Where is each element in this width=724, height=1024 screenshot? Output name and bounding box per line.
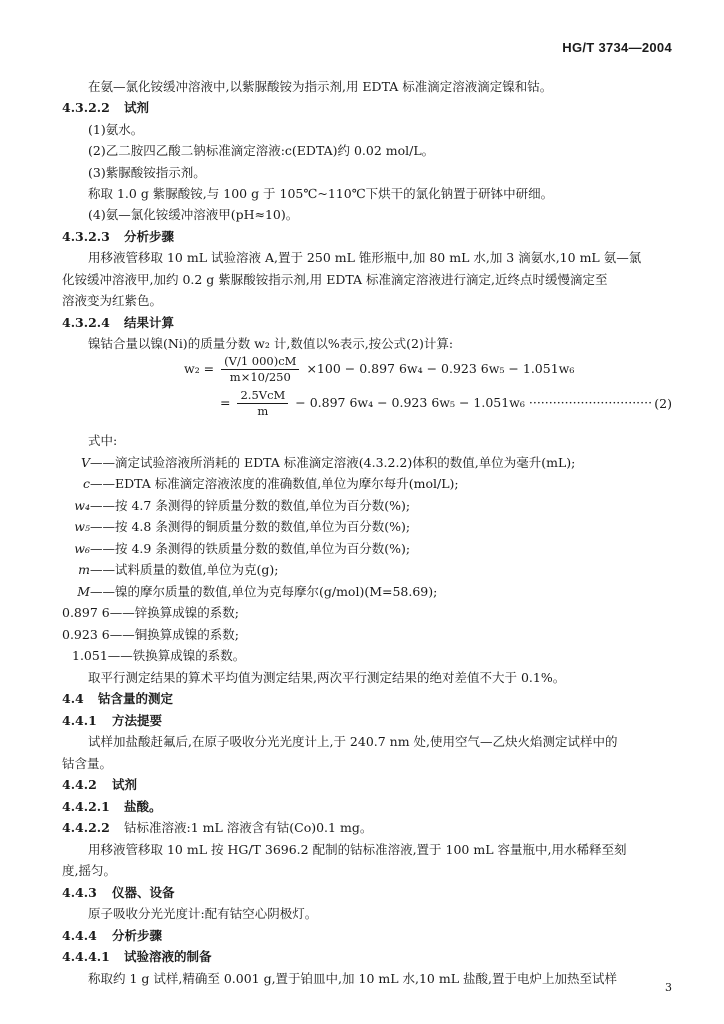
body-line: 取平行测定结果的算术平均值为测定结果,两次平行测定结果的绝对差值不大于 0.1%。: [88, 670, 566, 685]
section-heading: 4.4.2 试剂: [62, 777, 138, 792]
section-heading: 4.4.2.2 钴标准溶液:1 mL 溶液含有钴(Co)0.1 mg。: [62, 820, 373, 835]
list-item: (1)氨水。: [88, 122, 144, 137]
definition-row: w₅——按 4.8 条测得的铜质量分数的数值,单位为百分数(%);: [74, 519, 411, 534]
body-line: 在氨—氯化铵缓冲溶液中,以紫脲酸铵为指示剂,用 EDTA 标准滴定溶液滴定镍和钴。: [88, 79, 553, 94]
definition-row: 0.923 6——铜换算成镍的系数;: [62, 627, 239, 642]
body-line: 镍钴合量以镍(Ni)的质量分数 w₂ 计,数值以%表示,按公式(2)计算:: [88, 336, 454, 351]
section-heading: 4.4.1 方法提要: [62, 713, 163, 728]
body-line: 度,摇匀。: [62, 863, 116, 878]
definition-row: m——试料质量的数值,单位为克(g);: [78, 562, 279, 577]
formula-fraction: $\frac{(V/1 000)cM}{m\times 10/250}$: [221, 354, 299, 385]
body-line: 用移液管移取 10 mL 试验溶液 A,置于 250 mL 锥形瓶中,加 80 mL 水,加 3 滴氨水,10 mL 氨—氯: [88, 250, 642, 265]
definition-row: w₆——按 4.9 条测得的铁质量分数的数值,单位为百分数(%);: [74, 541, 411, 556]
where-label: 式中:: [88, 433, 118, 448]
section-heading: 4.3.2.2 试剂: [62, 100, 150, 115]
equation-number: (2): [654, 396, 672, 411]
standard-code-header: HG/T 3734—2004: [562, 40, 672, 55]
body-line: 溶液变为红紫色。: [62, 293, 163, 308]
section-heading: 4.4.2.1 盐酸。: [62, 799, 162, 814]
body-line: 试样加盐酸赶氟后,在原子吸收分光光度计上,于 240.7 nm 处,使用空气—乙炔火焰测定试样中的: [88, 734, 618, 749]
section-heading: 4.4 钴含量的测定: [62, 691, 174, 706]
section-heading: 4.4.3 仪器、设备: [62, 885, 175, 900]
body-line: 钴含量。: [62, 756, 113, 771]
list-item: (4)氨—氯化铵缓冲溶液甲(pH≈10)。: [88, 207, 299, 222]
definition-row: M——镍的摩尔质量的数值,单位为克每摩尔(g/mol)(M=58.69);: [77, 584, 438, 599]
body-line: 化铵缓冲溶液甲,加约 0.2 g 紫脲酸铵指示剂,用 EDTA 标准滴定溶液进行滴定,近终点时缓慢滴定至: [62, 272, 608, 287]
section-heading: 4.3.2.4 结果计算: [62, 315, 175, 330]
section-heading: 4.4.4 分析步骤: [62, 928, 163, 943]
formula-fraction: $\frac{\text{2.5VcM}}{m}$: [237, 388, 288, 419]
body-line: 称取约 1 g 试样,精确至 0.001 g,置于铂皿中,加 10 mL 水,10 mL 盐酸,置于电炉上加热至试样: [88, 971, 617, 986]
page-number: 3: [665, 981, 672, 994]
formula-line-2: = $\frac{\text{2.5VcM}}{m}$ − 0.897 6w₄ − 0.923 6w₅ − 1.051w₆ ·······························: [220, 388, 653, 418]
body-line: 称取 1.0 g 紫脲酸铵,与 100 g 于 105℃~110℃下烘干的氯化钠置于研钵中研细。: [88, 186, 554, 201]
definition-row: c——EDTA 标准滴定溶液浓度的准确数值,单位为摩尔每升(mol/L);: [82, 476, 459, 491]
section-heading: 4.3.2.3 分析步骤: [62, 229, 175, 244]
formula-line-1: w₂ = $\frac{(V/1 000)cM}{m\times 10/250}$ ×100 − 0.897 6w₄ − 0.923 6w₅ − 1.051w₆: [184, 354, 575, 384]
list-item: (2)乙二胺四乙酸二钠标准滴定溶液:c(EDTA)约 0.02 mol/L。: [88, 143, 435, 158]
body-line: 用移液管移取 10 mL 按 HG/T 3696.2 配制的钴标准溶液,置于 100 mL 容量瓶中,用水稀释至刻: [88, 842, 627, 857]
list-item: (3)紫脲酸铵指示剂。: [88, 165, 206, 180]
section-heading: 4.4.4.1 试验溶液的制备: [62, 949, 212, 964]
definition-row: 1.051——铁换算成镍的系数。: [72, 648, 246, 663]
definition-row: V——滴定试验溶液所消耗的 EDTA 标准滴定溶液(4.3.2.2)体积的数值,单位为毫升(mL);: [80, 455, 576, 470]
definition-row: w₄——按 4.7 条测得的锌质量分数的数值,单位为百分数(%);: [74, 498, 411, 513]
body-line: 原子吸收分光光度计:配有钴空心阴极灯。: [88, 906, 318, 921]
definition-row: 0.897 6——锌换算成镍的系数;: [62, 605, 239, 620]
